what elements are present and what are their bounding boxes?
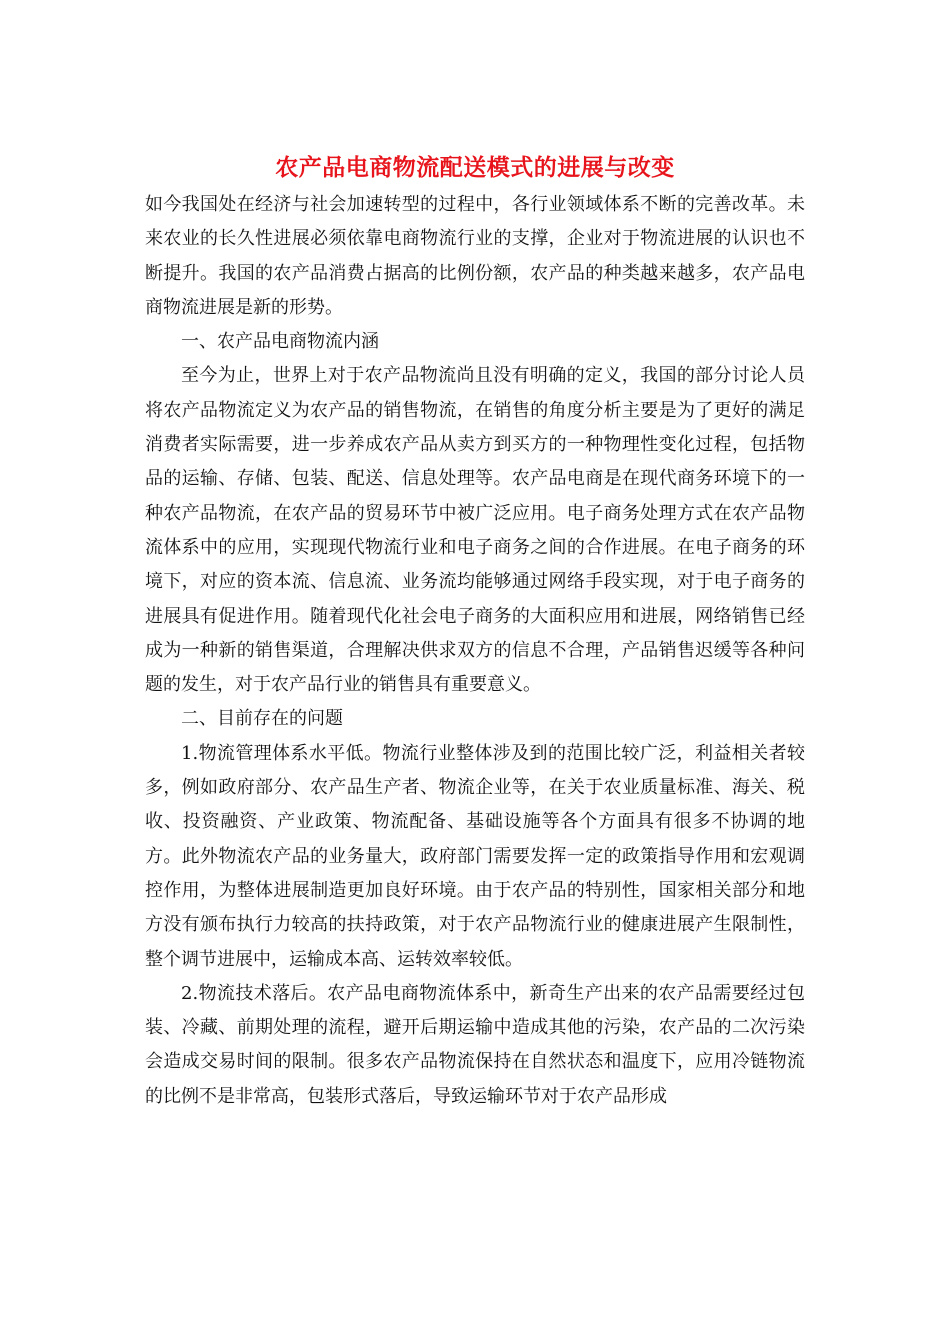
section-2-paragraph-2: 2.物流技术落后。农产品电商物流体系中，新奇生产出来的农产品需要经过包装、冷藏、前期处理的流程，避开后期运输中造成其他的污染，农产品的二次污染会造成交易时间的限制。很多农产品物流保持在自然状态和温度下，应用冷链物流的比例不是非常高，包装形式落后，导致运输环节对于农产品形成	[145, 982, 805, 1107]
document-title: 农产品电商物流配送模式的进展与改变	[275, 154, 675, 181]
section-2-heading: 二、目前存在的问题	[181, 708, 343, 730]
section-2-paragraph-1: 1.物流管理体系水平低。物流行业整体涉及到的范围比较广泛，利益相关者较多，例如政府部分、农产品生产者、物流企业等，在关于农业质量标准、海关、税收、投资融资、产业政策、物流配备、基础设施等各个方面具有很多不协调的地方。此外物流农产品的业务量大，政府部门需要发挥一定的政策指导作用和宏观调控作用，为整体进展制造更加良好环境。由于农产品的特别性，国家相关部分和地方没有颁布执行力较高的扶持政策，对于农产品物流行业的健康进展产生限制性，整个调节进展中，运输成本高、运转效率较低。	[145, 742, 805, 970]
section-1-paragraph: 至今为止，世界上对于农产品物流尚且没有明确的定义，我国的部分讨论人员将农产品物流定义为农产品的销售物流，在销售的角度分析主要是为了更好的满足消费者实际需要，进一步养成农产品从卖方到买方的一种物理性变化过程，包括物品的运输、存储、包装、配送、信息处理等。农产品电商是在现代商务环境下的一种农产品物流，在农产品的贸易环节中被广泛应用。电子商务处理方式在农产品物流体系中的应用，实现现代物流行业和电子商务之间的合作进展。在电子商务的环境下，对应的资本流、信息流、业务流均能够通过网络手段实现，对于电子商务的进展具有促进作用。随着现代化社会电子商务的大面积应用和进展，网络销售已经成为一种新的销售渠道，合理解决供求双方的信息不合理，产品销售迟缓等各种问题的发生，对于农产品行业的销售具有重要意义。	[145, 365, 805, 696]
intro-paragraph: 如今我国处在经济与社会加速转型的过程中，各行业领域体系不断的完善改革。未来农业的长久性进展必须依靠电商物流行业的支撑，企业对于物流进展的认识也不断提升。我国的农产品消费占据高的比例份额，农产品的种类越来越多，农产品电商物流进展是新的形势。	[145, 194, 805, 318]
document-page	[145, 150, 805, 1114]
section-1-heading: 一、农产品电商物流内涵	[181, 331, 379, 353]
